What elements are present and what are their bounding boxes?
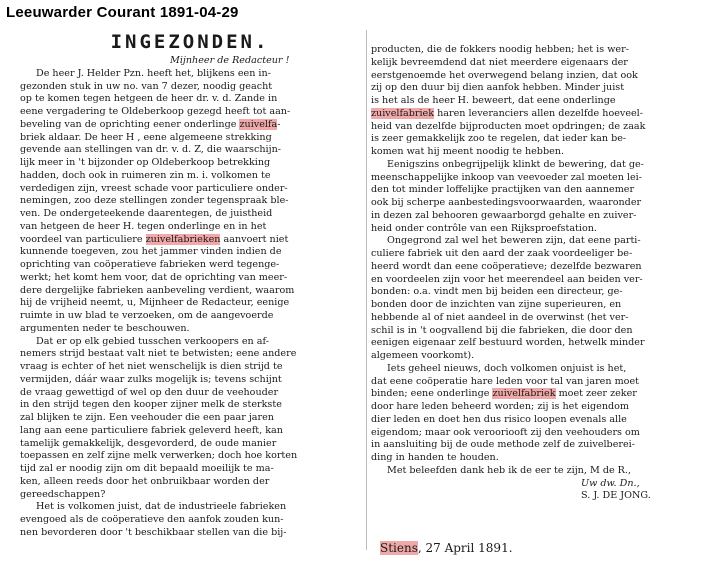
text-line: gereedschappen?	[20, 488, 106, 500]
text-line: hebbende al of niet aandeel in de overwinst (het ver-	[371, 311, 629, 323]
text-line: en voordeelen zijn voor het meerendeel aan beiden ver-	[371, 273, 643, 285]
text-line: zij op den duur bij dien aanfok hebben. Minder juist	[371, 82, 625, 94]
text-line: kunnende toegeven, zou het jammer vinden indien de	[20, 246, 282, 258]
text-line: Dat er op elk gebied tusschen verkoopers en af-	[36, 335, 269, 347]
search-highlight: zuivelfabriek	[371, 107, 435, 119]
text-line: meenschappelijke inkoop van veevoeder zal moeten lei-	[371, 171, 642, 183]
text-line: is het als de heer H. beweert, dat eene onderlinge	[371, 95, 616, 106]
text-line: lijk meer in 't bijzonder op Oldeberkoop betrekking	[20, 157, 271, 168]
text-line: beveling van de oprichting eener onderlinge zuivelfa-	[20, 118, 281, 130]
text-line: Eenigszins onbegrijpelijk klinkt de bewering, dat ge-	[387, 158, 644, 170]
text-line: dier leden en doet hen dus risico loopen evenals alle	[371, 413, 627, 425]
text-line: oprichting van coöperatieve fabrieken werd tegenge-	[20, 259, 280, 270]
text-line: zuivelfabriek haren leveranciers allen dezelfde hoeveel-	[371, 107, 643, 119]
text-line: tamelijk gemakkelijk, desgevorderd, de oude manier	[20, 437, 277, 449]
text-line: briek aldaar. De heer H , eene algemeene strekking	[20, 131, 272, 143]
text-line: Ongegrond zal wel het beweren zijn, dat eene parti-	[387, 235, 641, 247]
text-line: de vraag gewettigd of wel op den duur de veehouder	[20, 386, 279, 398]
text-line: heid onder contrôle van een Rijksproefstation.	[371, 222, 597, 234]
text-line: nemingen, zoo deze stellingen zonder tegenspraak ble-	[20, 195, 289, 207]
text-line: ding in handen te houden.	[371, 452, 499, 463]
text-line: ken, alleen reeds door het onbruikbaar worden der	[20, 475, 270, 487]
text-line: Uw dw. Dn.,	[581, 477, 640, 489]
text-line: gevende aan stellingen van dr. v. d. Z, die waarschijn-	[20, 144, 281, 156]
text-line: van hetgeen de heer H. tegen onderlinge en in het	[20, 220, 267, 232]
search-highlight: Stiens	[380, 541, 418, 555]
column-left-text	[20, 55, 360, 540]
text-line: bonden: o.a. vindt men bij beiden een directeur, ge-	[371, 286, 623, 298]
text-line: Het is volkomen juist, dat de industrieele fabrieken	[36, 501, 287, 513]
article-column-right	[371, 44, 707, 503]
text-line: eerstgenoemde het overwegend belang inzien, dat ook	[371, 69, 638, 81]
text-line: lang aan eene particuliere fabriek geleverd heeft, kan	[20, 424, 283, 436]
column-divider	[366, 30, 367, 550]
column-right-text	[371, 44, 707, 503]
text-line: hij de vrijheid neemt, u, Mijnheer de Redacteur, eenige	[20, 297, 290, 309]
text-line: door hare leden beheerd worden; zij is het eigendom	[371, 401, 630, 412]
page-caption: Leeuwarder Courant 1891-04-29	[6, 4, 239, 21]
text-line: argumenten neder te beschouwen.	[20, 322, 190, 334]
text-line: nemers strijd bestaat valt niet te betwisten; eene andere	[20, 348, 297, 360]
text-line: ven. De ondergeteekende daarentegen, de juistheid	[20, 208, 273, 219]
text-line: verdedigen zijn, vreest schade voor particuliere onder-	[20, 182, 288, 194]
text-line: dat eene coöperatie hare leden voor tal van jaren moet	[371, 375, 639, 387]
text-line: ook bij scherpe aanbestedingsvoorwaarden, waaronder	[371, 197, 642, 208]
article-column-left	[20, 30, 360, 540]
text-line: den tot minder loffelijke practijken van den aannemer	[371, 184, 635, 196]
text-line: Met beleefden dank heb ik de eer te zijn, M de R.,	[387, 464, 632, 476]
text-line: is zeer gemakkelijk zoo te regelen, dat ieder kan be-	[371, 133, 627, 145]
text-line: in den strijd tegen den kooper zijner melk de sterkste	[20, 399, 282, 411]
text-line: heid van dezelfde bijproducten moet opdringen; de zaak	[371, 120, 646, 132]
dateline: Stiens, 27 April 1891.	[380, 541, 513, 555]
text-line: eigendom; maar ook verooriooft zij den veehouders om	[371, 426, 640, 438]
text-line: kelijk bevreemdend dat niet meerdere eigenaars der	[371, 56, 628, 68]
search-highlight: zuivelfabriek	[492, 388, 556, 400]
text-line: vraag is echter of het niet wenschelijk is dien strijd te	[20, 361, 283, 372]
text-line: heerd wordt dan eene coöperatieve; dezelfde bezwaren	[371, 260, 642, 272]
text-line: nen bevorderen door 't beschikbaar stellen van die bij-	[20, 526, 287, 538]
text-line: Iets geheel nieuws, doch volkomen onjuist is het,	[387, 362, 627, 374]
text-line: toepassen en zelf zijne melk verwerken; doch hoe korten	[20, 450, 298, 462]
text-line: in dezen zal behooren gewaarborgd gehalte en zuiver-	[371, 209, 637, 221]
text-line: hadden, doch ook in ruimeren zin m. i. volkomen te	[20, 169, 271, 181]
text-line: vermijden, dáár waar zulks mogelijk is; tevens schijnt	[20, 373, 282, 385]
text-line: zal blijken te zijn. Een veehouder die een paar jaren	[20, 412, 274, 423]
text-line: op te komen tegen hetgeen de heer dr. v. d. Zande in	[20, 93, 278, 105]
text-line: eene vergadering te Oldeberkoop gezegd heeft tot aan-	[20, 106, 291, 117]
text-line: gezonden stuk in uw no. van 7 dezer, noodig geacht	[20, 80, 273, 92]
text-line: schil is in 't oogvallend bij die fabrieken, die door den	[371, 324, 633, 336]
text-line: culiere fabriek uit den aard der zaak voordeeliger be-	[371, 248, 633, 259]
text-line: dere dergelijke fabrieken aanbeveling verdient, waarom	[20, 284, 295, 296]
text-line: evengoed als de coöperatieve den aanfok zouden kun-	[20, 514, 284, 525]
text-line: Mijnheer de Redacteur !	[170, 55, 290, 66]
text-line: producten, die de fokkers noodig hebben; het is wer-	[371, 44, 629, 55]
text-line: in aansluiting bij de oude methode zelf de zuivelberei-	[371, 439, 635, 451]
text-line: binden; eene onderlinge zuivelfabriek moet zeer zeker	[371, 388, 637, 400]
text-line: komen wat hij meent noodig te hebben.	[371, 146, 564, 157]
text-line: De heer J. Helder Pzn. heeft het, blijkens een in-	[36, 67, 271, 79]
text-line: bonden door de inzichten van zijne superieuren, en	[371, 299, 622, 310]
text-line: werkt; het komt hem voor, dat de oprichting van meer-	[20, 271, 288, 283]
search-highlight: zuivelfabrieken	[145, 233, 221, 245]
text-line: eenigen eigenaar zelf bestuurd worden, hetwelk minder	[371, 337, 645, 349]
search-highlight: zuivelfa	[239, 118, 278, 130]
text-line: algemeen voorkomt).	[371, 350, 475, 361]
text-line: ruimte in uw blad te verzoeken, om de aangevoerde	[20, 310, 274, 321]
text-line: tijd zal er noodig zijn om dit bepaald moeilijk te ma-	[20, 463, 274, 474]
text-line: S. J. DE JONG.	[581, 490, 651, 502]
article-heading: INGEZONDEN.	[110, 31, 270, 53]
text-line: voordeel van particuliere zuivelfabrieken aanvoert niet	[20, 233, 289, 245]
